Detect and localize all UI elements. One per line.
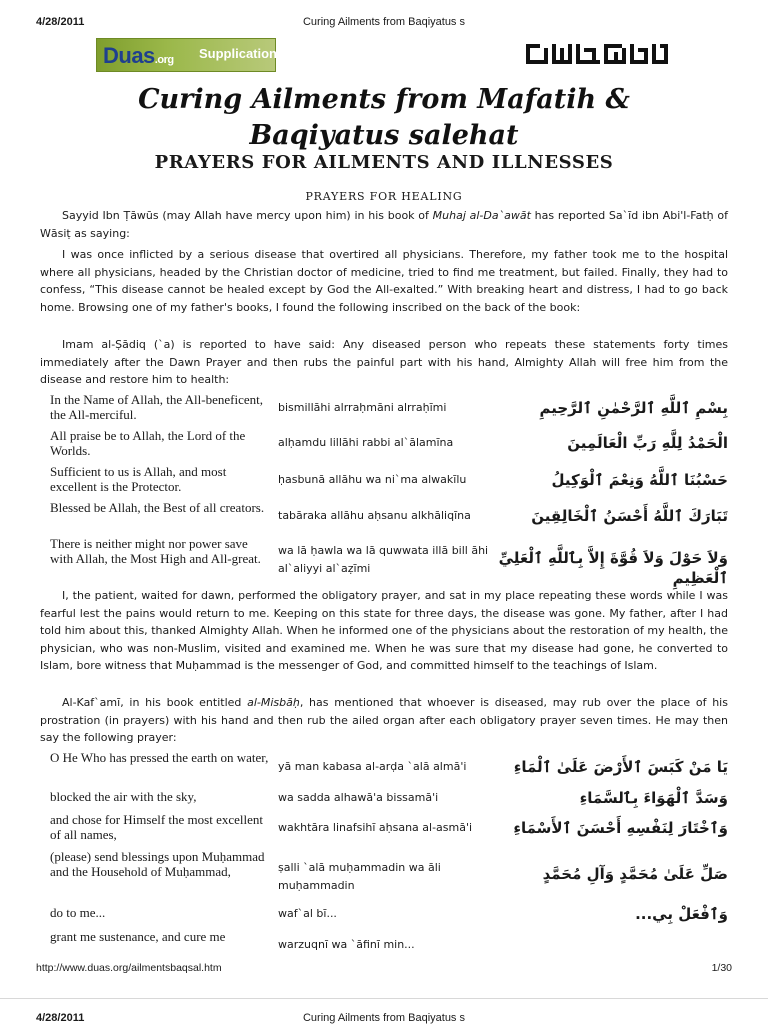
narrative-paragraph-3: I, the patient, waited for dawn, performed the obligatory prayer, and sat in my place repeating these words while I was fearful lest the pains would return to me. Keeping on this state for three days, the disease was gone. My father, after I had told him about this, thanked Almighty Allah. When he informed one of the physicians about the restoration of my health, the physician, who was non-Muslim, visited and examined me. When he was sure that my disease had gone, he converted to Islam, bore witness that Muḥammad is the messenger of God, and committed himself to the teachings of Islam.: [40, 589, 728, 673]
prayer-transliteration: wa sadda alhawā'a bissamā'i: [278, 791, 439, 804]
prayer-english: Blessed be Allah, the Best of all creators.: [50, 500, 265, 515]
prayer-english: Sufficient to us is Allah, and most excellent is the Protector.: [50, 464, 227, 494]
prayer-arabic: وَٱخْتَارَ لِنَفْسِهِ أَحْسَنَ ٱلأَسْمَاءِ: [513, 819, 728, 837]
prayer-arabic: حَسْبُنَا ٱللَّهُ وَنِعْمَ ٱلْوَكِيلُ: [551, 471, 728, 489]
narrative-paragraph-4: Al-Kaf`amī, in his book entitled al-Misbāḥ, has mentioned that whoever is diseased, may rub over the place of his prostration (in prayers) with his hand and then rub the ailed organ after each obligatory prayer seven times. He may then say the following prayer:: [40, 696, 728, 745]
source-url-link[interactable]: http://www.duas.org/ailmentsbaqsal.htm: [36, 962, 222, 974]
prayer-arabic: وَٱفْعَلْ بِي...: [635, 905, 728, 923]
prayer-transliteration: warzuqnī wa `āfinī min...: [278, 938, 415, 951]
prayer-arabic: وَسَدَّ ٱلْهَوَاءَ بِٱلسَّمَاءِ: [579, 789, 728, 807]
narrative-paragraph-1: I was once inflicted by a serious disease that overtired all physicians. Therefore, my father took me to the hospital where all physicians, headed by the Christian doctor of medicine, tried to find me treatment, but failed. Finally, they had to confess, “This disease cannot be healed except by God the All-exalted.” With breaking heart and distress, I had to go back home. Browsing one of my father's books, I found the following inscribed on the back of the book:: [40, 248, 728, 314]
prayer-arabic: الْحَمْدُ لِلَّهِ رَبِّ الْعَالَمِينَ: [567, 434, 728, 452]
duas-banner[interactable]: [96, 38, 285, 72]
narrative-paragraph-2: Imam al-Ṣādiq (`a) is reported to have said: Any diseased person who repeats these statements forty times immediately after the Dawn Prayer and then rubs the painful part with his hand, Almighty Allah will free him from the disease and restore him to health:: [40, 338, 728, 387]
prayer-english: There is neither might nor power save with Allah, the Most High and All-great.: [50, 536, 261, 566]
page-title: Curing Ailments from Mafatih & Baqiyatus salehat: [138, 84, 630, 151]
prayer-transliteration: ḥasbunā allāhu wa ni`ma alwakīlu: [278, 473, 467, 486]
supplications-label: Supplications: [199, 46, 285, 61]
duas-logo: Duas.org: [103, 43, 174, 68]
prayer-arabic: يَا مَنْ كَبَسَ ٱلأَرْضَ عَلَىٰ ٱلْمَاءِ: [513, 758, 728, 776]
header-title: Curing Ailments from Baqiyatus s: [302, 16, 465, 28]
page-header: [36, 16, 732, 32]
header-date: 4/28/2011: [36, 16, 85, 28]
page-break-divider: [0, 998, 768, 999]
section-heading: PRAYERS FOR HEALING: [305, 190, 463, 203]
prayer-transliteration: tabāraka allāhu aḥsanu alkhāliqīna: [278, 509, 471, 522]
bismillah-calligraphy-icon: [522, 40, 672, 70]
page-footer: [36, 962, 732, 976]
prayer-english: and chose for Himself the most excellent of all names,: [50, 812, 263, 842]
prayer-english: O He Who has pressed the earth on water,: [50, 750, 269, 765]
prayer-transliteration: wa lā ḥawla wa lā quwwata illā bill āhi al`aliyyi al`aẓīmi: [278, 544, 489, 575]
prayer-transliteration: yā man kabasa al-arḍa `alā almā'i: [278, 760, 467, 773]
prayer-arabic: بِسْمِ ٱللَّهِ ٱلرَّحْمٰنِ ٱلرَّحِيمِ: [539, 399, 728, 417]
prayer-english: do to me...: [50, 905, 106, 920]
header-title: Curing Ailments from Baqiyatus s: [302, 1012, 465, 1024]
prayer-transliteration: wakhtāra linafsihī aḥsana al-asmā'i: [278, 821, 473, 834]
prayer-arabic: صَلِّ عَلَىٰ مُحَمَّدٍ وَآلِ مُحَمَّدٍ: [542, 865, 728, 883]
prayer-transliteration: ṣalli `alā muḥammadin wa āli muḥammadin: [278, 861, 441, 892]
prayer-english: (please) send blessings upon Muḥammad and the Household of Muḥammad,: [50, 849, 265, 879]
page-number: 1/30: [711, 962, 732, 974]
prayer-transliteration: alḥamdu lillāhi rabbi al`ālamīna: [278, 436, 454, 449]
prayer-transliteration: waf`al bī...: [278, 907, 337, 920]
page-subtitle: PRAYERS FOR AILMENTS AND ILLNESSES: [154, 152, 614, 173]
prayer-arabic: تَبَارَكَ ٱللَّهُ أَحْسَنُ ٱلْخَالِقِينَ: [531, 507, 728, 525]
prayer-english: blocked the air with the sky,: [50, 789, 197, 804]
prayer-english: In the Name of Allah, the All-beneficent, the All-merciful.: [50, 392, 263, 422]
prayer-transliteration: bismillāhi alrraḥmāni alrraḥīmi: [278, 401, 447, 414]
intro-paragraph: Sayyid Ibn Ṭāwūs (may Allah have mercy upon him) in his book of Muhaj al-Da`awāt has reported Sa`īd ibn Abi'l-Fatḥ of Wāsiṭ as saying:: [40, 209, 729, 240]
prayer-english: All praise be to Allah, the Lord of the Worlds.: [50, 428, 246, 458]
prayer-arabic: وَلاَ حَوْلَ وَلاَ قُوَّةَ إِلاَّ بِٱللَّهِ ٱلْعَلِيِّ ٱلْعَظِيمِ: [498, 549, 728, 587]
prayer-english: grant me sustenance, and cure me: [50, 929, 226, 944]
header-date: 4/28/2011: [36, 1012, 85, 1024]
